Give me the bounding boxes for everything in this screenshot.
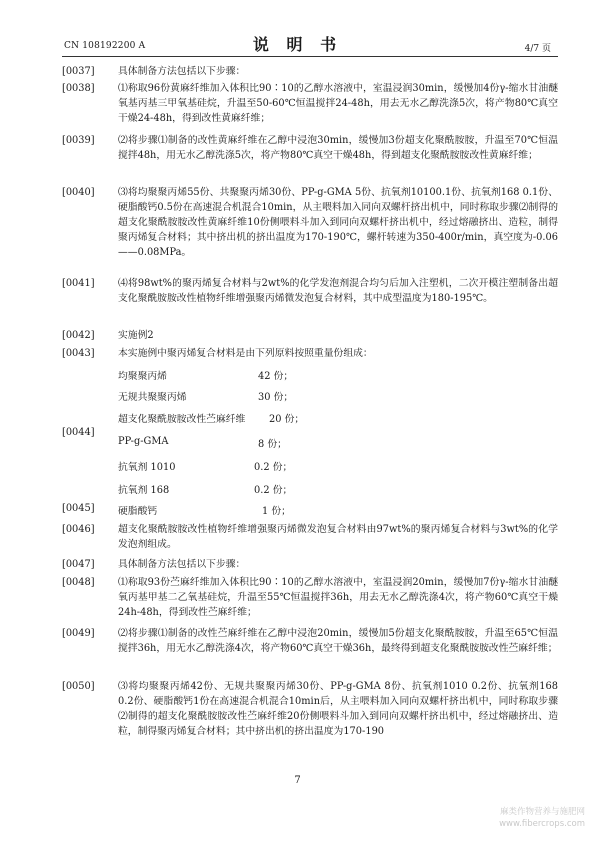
site-watermark xyxy=(499,806,585,830)
paragraph-text: ⑵将步骤⑴制备的改性黄麻纤维在乙醇中浸泡30min，缓慢加3份超支化聚酰胺胺，升温至70℃恒温搅拌48h，用无水乙醇洗涤5次，将产物80℃真空干燥48h，得到超支化聚酰胺胺改性黄麻纤维； xyxy=(118,135,558,161)
page-indicator: 4/7 页 xyxy=(524,44,551,54)
ingredient-name: 无规共聚聚丙烯 xyxy=(118,392,187,403)
ingredient-quantity: 8 份； xyxy=(258,439,287,450)
ingredient-quantity: 0.2 份； xyxy=(254,462,293,473)
paragraph-number: [0040] xyxy=(62,187,95,198)
paragraph-text: ⑴称取96份黄麻纤维加入体积比90∶10的乙醇水溶液中，室温浸润30min，缓慢加4份γ-缩水甘油醚氧基丙基三甲氧基硅烷，升温至50-60℃恒温搅拌24-48h，用去无水乙醇洗涤5次，将产物80℃真空干燥24-48h，得到改性黄麻纤维； xyxy=(118,83,558,124)
paragraph-text: 本实施例中聚丙烯复合材料是由下列原料按照重量份组成： xyxy=(118,348,373,359)
paragraph-text: 实施例2 xyxy=(118,330,154,341)
paragraph-0039 xyxy=(62,133,558,163)
paragraph-0041 xyxy=(62,276,558,306)
paragraph-text: ⑴称取93份苎麻纤维加入体积比90∶10的乙醇水溶液中，室温浸润20min，缓慢加7份γ-缩水甘油醚氧丙基甲基二乙氧基硅烷，升温至55℃恒温搅拌36h，用去无水乙醇洗涤4次，将产物60℃真空干燥24h-48h，得到改性苎麻纤维； xyxy=(118,577,558,618)
paragraph-number: [0048] xyxy=(62,577,95,588)
paragraph-number: [0043] xyxy=(62,348,95,359)
paragraph-number: [0037] xyxy=(62,66,95,77)
paragraph-text: 超支化聚酰胺胺改性植物纤维增强聚丙烯微发泡复合材料由97wt%的聚丙烯复合材料与3wt%的化学发泡剂组成。 xyxy=(118,524,558,550)
paragraph-number: [0050] xyxy=(62,681,95,692)
watermark-name: 麻类作物营养与施肥网 xyxy=(499,807,585,817)
document-number: CN 108192200 A xyxy=(64,41,146,51)
paragraph-number: [0047] xyxy=(62,559,95,570)
paragraph-0037 xyxy=(62,64,558,79)
paragraph-0048 xyxy=(62,575,558,620)
paragraph-number: [0042] xyxy=(62,330,95,341)
paragraph-0040 xyxy=(62,185,558,260)
watermark-url: www.fibercrops.com xyxy=(499,819,585,829)
ingredient-quantity: 30 份； xyxy=(258,392,294,403)
paragraph-text: ⑶将均聚聚丙烯42份、无规共聚聚丙烯30份、PP-g-GMA 8份、抗氧剂1010 0.2份、抗氧剂168 0.2份、硬脂酸钙1份在高速混合机混合10min后，从主喂料加入同向双螺杆挤出机中，同时称取步骤⑵制得的超支化聚酰胺胺改性苎麻纤维20份侧喂料斗加入到同向双螺杆挤出机中，经过熔融挤出、造粒，制得聚丙烯复合材料；其中挤出机的挤出温度为170-190 xyxy=(118,681,558,737)
ingredient-quantity: 0.2 份； xyxy=(254,485,293,496)
paragraph-0046 xyxy=(62,522,558,552)
ingredient-quantity: 1 份； xyxy=(262,506,291,517)
ingredient-quantity: 20 份； xyxy=(269,414,305,425)
paragraph-0038 xyxy=(62,81,558,126)
paragraph-number: [0046] xyxy=(62,524,95,535)
ingredient-name: 硬脂酸钙 xyxy=(118,506,158,517)
paragraph-number: [0038] xyxy=(62,83,95,94)
ingredient-name: 抗氧剂 168 xyxy=(118,485,170,496)
ingredient-name: 超支化聚酰胺胺改性苎麻纤维 xyxy=(118,414,246,425)
paragraph-0042 xyxy=(62,328,558,343)
paragraph-number: [0045] xyxy=(62,503,95,514)
paragraph-text: ⑶将均聚聚丙烯55份、共聚聚丙烯30份、PP-g-GMA 5份、抗氧剂10100.1份、抗氧剂168 0.1份、硬脂酸钙0.5份在高速混合机混合10min，从主喂料加入同向双螺杆挤出机中，同时称取步骤⑵制得的超支化聚酰胺胺改性黄麻纤维10份侧喂料斗加入到同向双螺杆挤出机中，经过熔融挤出、造粒，制得聚丙烯复合材料；其中挤出机的挤出温度为170-190℃，螺杆转速为350-400r/min，真空度为-0.06——0.08MPa。 xyxy=(118,187,558,258)
paragraph-0043 xyxy=(62,346,558,361)
paragraph-text: ⑷将98wt%的聚丙烯复合材料与2wt%的化学发泡剂混合均匀后加入注塑机，二次开模注塑制备出超支化聚酰胺胺改性植物纤维增强聚丙烯微发泡复合材料，其中成型温度为180-195℃。 xyxy=(118,278,558,304)
page-number: 7 xyxy=(294,775,301,786)
paragraph-0050 xyxy=(62,679,558,739)
paragraph-text: 具体制备方法包括以下步骤： xyxy=(118,66,246,77)
paragraph-number: [0044] xyxy=(62,427,95,438)
document-title: 说 明 书 xyxy=(252,35,343,54)
paragraph-0047 xyxy=(62,557,558,572)
ingredient-quantity: 42 份； xyxy=(258,371,294,382)
paragraph-text: ⑵将步骤⑴制备的改性苎麻纤维在乙醇中浸泡20min，缓慢加5份超支化聚酰胺胺，升温至65℃恒温搅拌36h，用无水乙醇洗涤4次，将产物60℃真空干燥36h，最终得到超支化聚酰胺胺改性苎麻纤维； xyxy=(118,628,558,654)
paragraph-0049 xyxy=(62,626,558,656)
ingredient-name: 均聚聚丙烯 xyxy=(118,371,167,382)
paragraph-number: [0039] xyxy=(62,135,95,146)
paragraph-number: [0049] xyxy=(62,628,95,639)
ingredient-name: 抗氧剂 1010 xyxy=(118,462,176,473)
header-divider xyxy=(62,56,558,57)
paragraph-text: 具体制备方法包括以下步骤： xyxy=(118,559,246,570)
paragraph-number: [0041] xyxy=(62,278,95,289)
ingredient-name: PP-g-GMA xyxy=(118,436,169,447)
